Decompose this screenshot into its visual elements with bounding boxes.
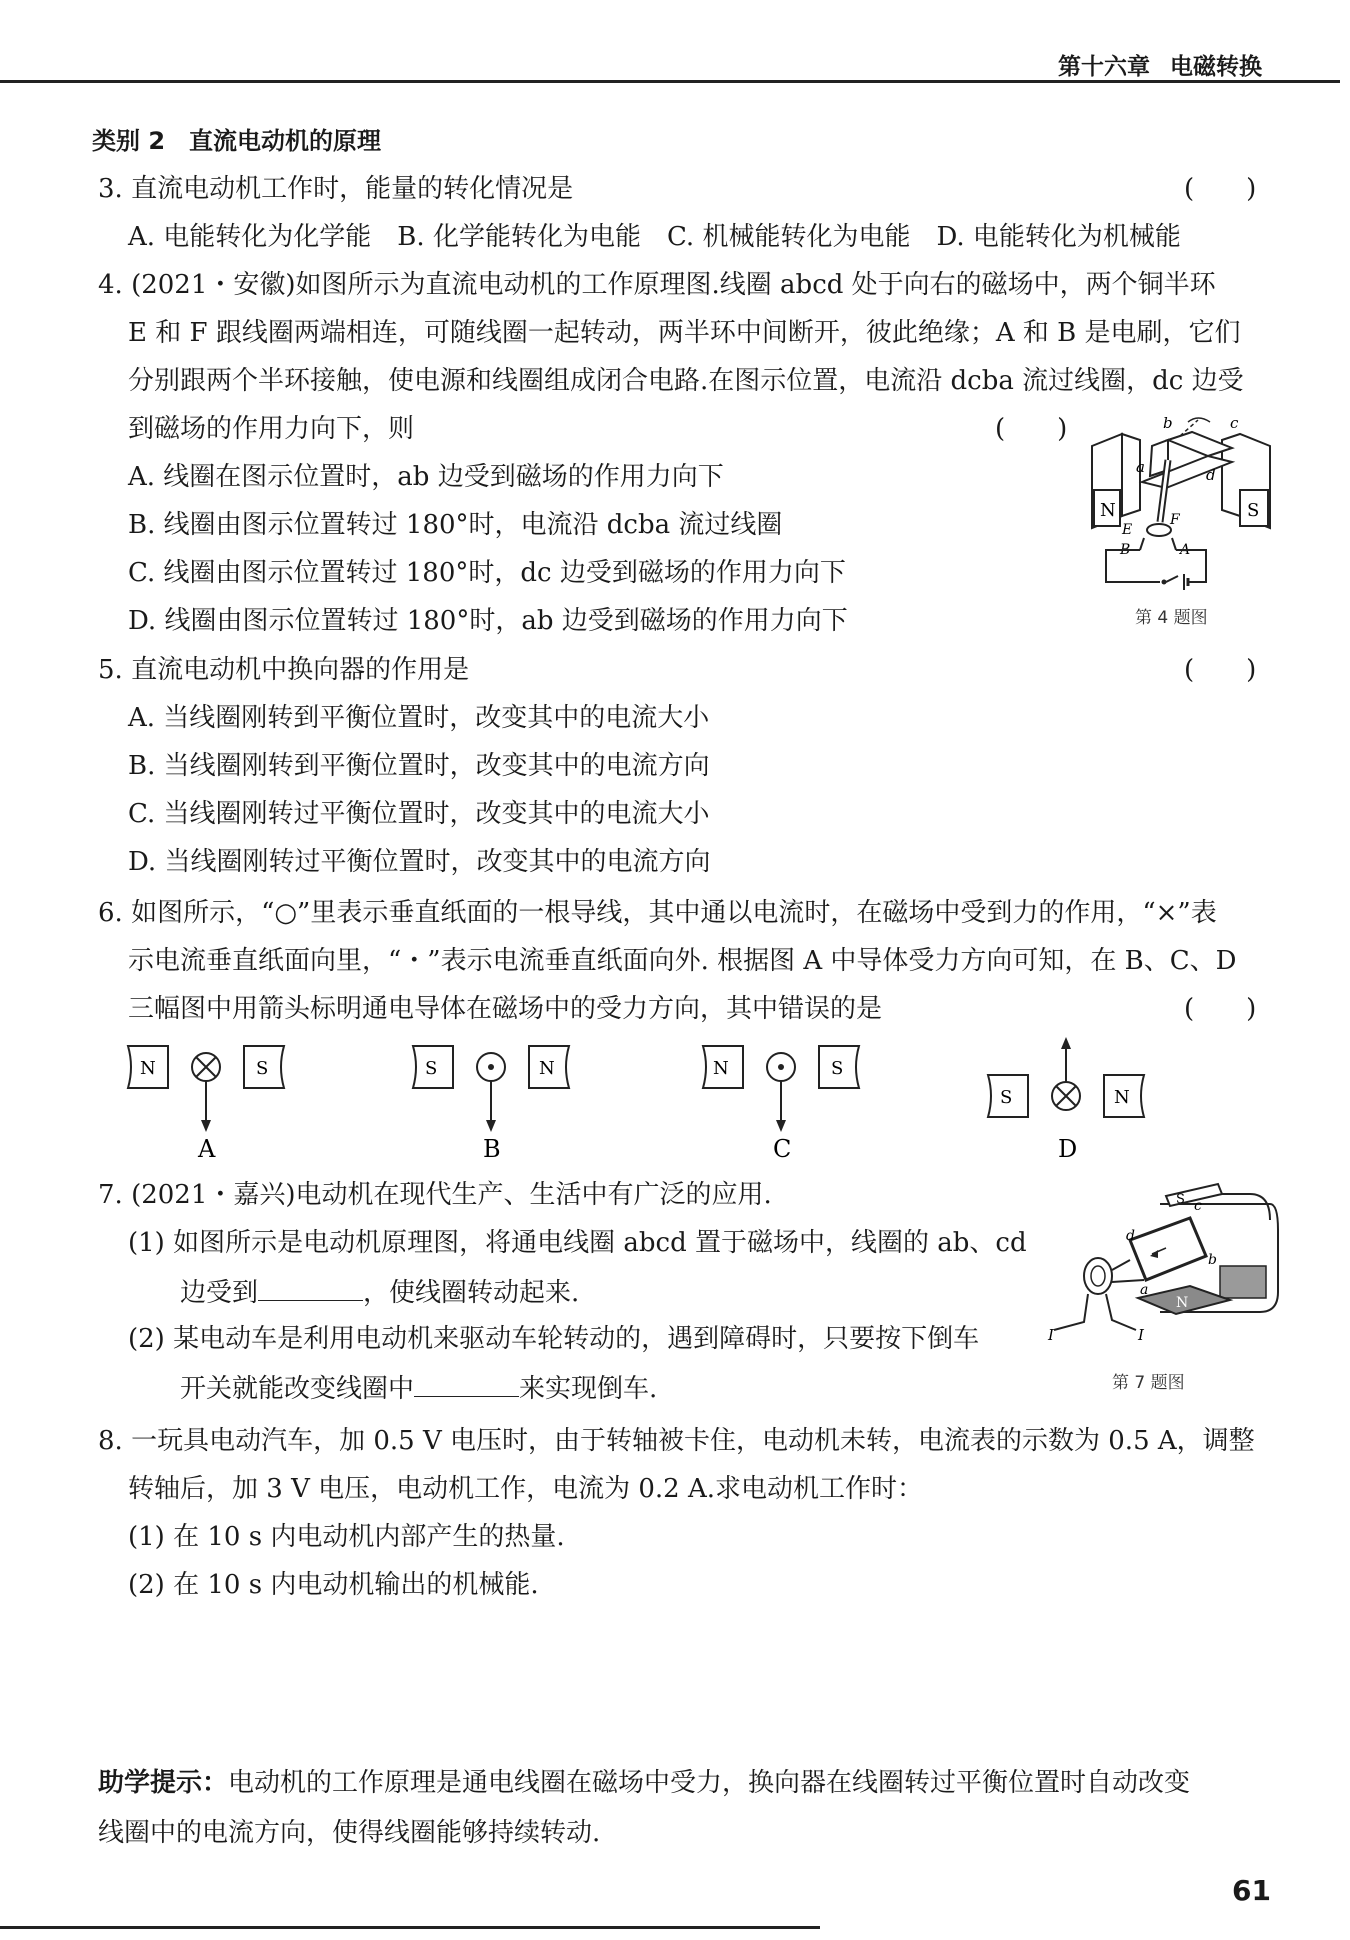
q6b-left-pole: S bbox=[425, 1058, 438, 1079]
q4-label-b: b bbox=[1163, 414, 1173, 432]
q4-option-a: A. 线圈在图示位置时，ab 边受到磁场的作用力向下 bbox=[128, 462, 724, 492]
q6c-label: C bbox=[773, 1135, 792, 1160]
q4-label-B: B bbox=[1120, 542, 1131, 558]
q7-label-a: a bbox=[1140, 1282, 1149, 1298]
chapter-number: 第十六章 bbox=[1058, 54, 1150, 80]
q7-label-c: c bbox=[1194, 1198, 1202, 1214]
q4-option-c: C. 线圈由图示位置转过 180°时，dc 边受到磁场的作用力向下 bbox=[128, 558, 846, 588]
q6-line3: 三幅图中用箭头标明通电导体在磁场中的受力方向，其中错误的是 bbox=[128, 994, 883, 1024]
q8-part1: (1) 在 10 s 内电动机内部产生的热量. bbox=[128, 1522, 565, 1552]
q7-figure-caption: 第 7 题图 bbox=[1112, 1373, 1185, 1393]
q4-label-F: F bbox=[1170, 512, 1180, 528]
q6-answer-paren: ( ) bbox=[1184, 994, 1257, 1024]
q5-option-d: D. 当线圈刚转过平衡位置时，改变其中的电流方向 bbox=[128, 847, 711, 877]
q6-figure-b bbox=[405, 1040, 585, 1160]
q8-line2: 转轴后，加 3 V 电压，电动机工作，电流为 0.2 A.求电动机工作时： bbox=[128, 1474, 924, 1504]
study-hint-label: 助学提示： bbox=[98, 1768, 229, 1798]
q4-answer-paren: ( ) bbox=[995, 414, 1068, 444]
q5-option-c: C. 当线圈刚转过平衡位置时，改变其中的电流大小 bbox=[128, 799, 710, 829]
q6d-right-pole: N bbox=[1114, 1087, 1130, 1108]
study-hint-line2: 线圈中的电流方向，使得线圈能够持续转动. bbox=[98, 1818, 601, 1848]
q4-line3: 分别跟两个半环接触，使电源和线圈组成闭合电路.在图示位置，电流沿 dcba 流过线圈，dc 边受 bbox=[128, 366, 1244, 396]
q5-option-a: A. 当线圈刚转到平衡位置时，改变其中的电流大小 bbox=[128, 703, 710, 733]
q6a-left-pole: N bbox=[140, 1058, 156, 1079]
chapter-name: 电磁转换 bbox=[1170, 54, 1262, 80]
q7-part2-post: 来实现倒车. bbox=[519, 1374, 658, 1404]
q4-option-d: D. 线圈由图示位置转过 180°时，ab 边受到磁场的作用力向下 bbox=[128, 606, 848, 636]
q7-part2-line2 bbox=[180, 1370, 657, 1406]
q4-label-a: a bbox=[1136, 458, 1145, 476]
q5-stem: 5. 直流电动机中换向器的作用是 bbox=[98, 655, 470, 685]
q6c-right-pole: S bbox=[831, 1058, 844, 1079]
q7-stem: 7. (2021・嘉兴)电动机在现代生产、生活中有广泛的应用. bbox=[98, 1180, 772, 1210]
q7-blank-1[interactable] bbox=[258, 1274, 363, 1301]
q4-label-E: E bbox=[1122, 522, 1133, 538]
header-rule bbox=[0, 80, 1340, 83]
q6d-label: D bbox=[1058, 1135, 1078, 1160]
q7-part1-post: ，使线圈转动起来. bbox=[363, 1278, 580, 1308]
q6c-left-pole: N bbox=[713, 1058, 729, 1079]
q6-line2: 示电流垂直纸面向里，“・”表示电流垂直纸面向外. 根据图 A 中导体受力方向可知，在 B、C、D bbox=[128, 946, 1237, 976]
q7-motor-figure bbox=[1040, 1170, 1280, 1350]
footer-rule bbox=[0, 1926, 820, 1929]
q3-answer-paren: ( ) bbox=[1184, 174, 1257, 204]
q3-options: A. 电能转化为化学能 B. 化学能转化为电能 C. 机械能转化为电能 D. 电能转化为机械能 bbox=[128, 222, 1181, 252]
q4-motor-figure bbox=[1080, 410, 1280, 590]
q7-label-I-left: I bbox=[1048, 1326, 1054, 1344]
q7-label-N: N bbox=[1176, 1295, 1189, 1311]
chapter-title bbox=[1058, 48, 1262, 81]
q4-label-N: N bbox=[1100, 500, 1116, 521]
q6-figure-c bbox=[695, 1040, 875, 1160]
q7-label-S: S bbox=[1176, 1192, 1185, 1207]
q7-part1-pre: 边受到 bbox=[180, 1278, 259, 1308]
q4-label-d: d bbox=[1206, 466, 1216, 484]
q4-line2: E 和 F 跟线圈两端相连，可随线圈一起转动，两半环中间断开，彼此绝缘；A 和 B 是电刷，它们 bbox=[128, 318, 1241, 348]
q4-label-S: S bbox=[1247, 500, 1260, 521]
q6b-label: B bbox=[483, 1135, 501, 1160]
q4-label-A: A bbox=[1180, 542, 1191, 558]
page-header bbox=[0, 0, 1350, 90]
section-title: 类别 2 直流电动机的原理 bbox=[92, 127, 382, 155]
q7-blank-2[interactable] bbox=[414, 1370, 519, 1397]
q7-part2-pre: 开关就能改变线圈中 bbox=[180, 1374, 415, 1404]
q7-label-b: b bbox=[1208, 1252, 1217, 1268]
q7-label-d: d bbox=[1126, 1228, 1135, 1244]
q8-part2: (2) 在 10 s 内电动机输出的机械能. bbox=[128, 1570, 539, 1600]
q6-line1: 6. 如图所示，“○”里表示垂直纸面的一根导线，其中通以电流时，在磁场中受到力的作用，“×”表 bbox=[98, 898, 1217, 928]
q6a-right-pole: S bbox=[256, 1058, 269, 1079]
q5-answer-paren: ( ) bbox=[1184, 655, 1257, 685]
q7-label-I-right: I bbox=[1138, 1326, 1144, 1344]
q6a-label: A bbox=[198, 1135, 216, 1160]
q6b-right-pole: N bbox=[539, 1058, 555, 1079]
q4-line1: 4. (2021・安徽)如图所示为直流电动机的工作原理图.线圈 abcd 处于向右的磁场中，两个铜半环 bbox=[98, 270, 1216, 300]
q8-line1: 8. 一玩具电动汽车，加 0.5 V 电压时，由于转轴被卡住，电动机未转，电流表的示数为 0.5 A，调整 bbox=[98, 1426, 1255, 1456]
q4-option-b: B. 线圈由图示位置转过 180°时，电流沿 dcba 流过线圈 bbox=[128, 510, 783, 540]
q7-part1-line1: (1) 如图所示是电动机原理图，将通电线圈 abcd 置于磁场中，线圈的 ab、cd bbox=[128, 1228, 1027, 1258]
study-hint-line1 bbox=[98, 1766, 1190, 1800]
q4-figure-caption: 第 4 题图 bbox=[1135, 608, 1208, 628]
q5-option-b: B. 当线圈刚转到平衡位置时，改变其中的电流方向 bbox=[128, 751, 710, 781]
q6-figure-a bbox=[120, 1040, 300, 1160]
page-number: 61 bbox=[1232, 1874, 1271, 1907]
q4-line4: 到磁场的作用力向下，则 bbox=[128, 414, 415, 444]
study-hint-text1: 电动机的工作原理是通电线圈在磁场中受力，换向器在线圈转过平衡位置时自动改变 bbox=[228, 1768, 1191, 1798]
q6d-left-pole: S bbox=[1000, 1087, 1013, 1108]
q3-stem: 3. 直流电动机工作时，能量的转化情况是 bbox=[98, 174, 574, 204]
q4-label-c: c bbox=[1230, 414, 1239, 432]
q7-part2-line1: (2) 某电动车是利用电动机来驱动车轮转动的，遇到障碍时，只要按下倒车 bbox=[128, 1324, 980, 1354]
q6-figure-d bbox=[980, 1035, 1160, 1160]
q7-part1-line2 bbox=[180, 1274, 579, 1310]
